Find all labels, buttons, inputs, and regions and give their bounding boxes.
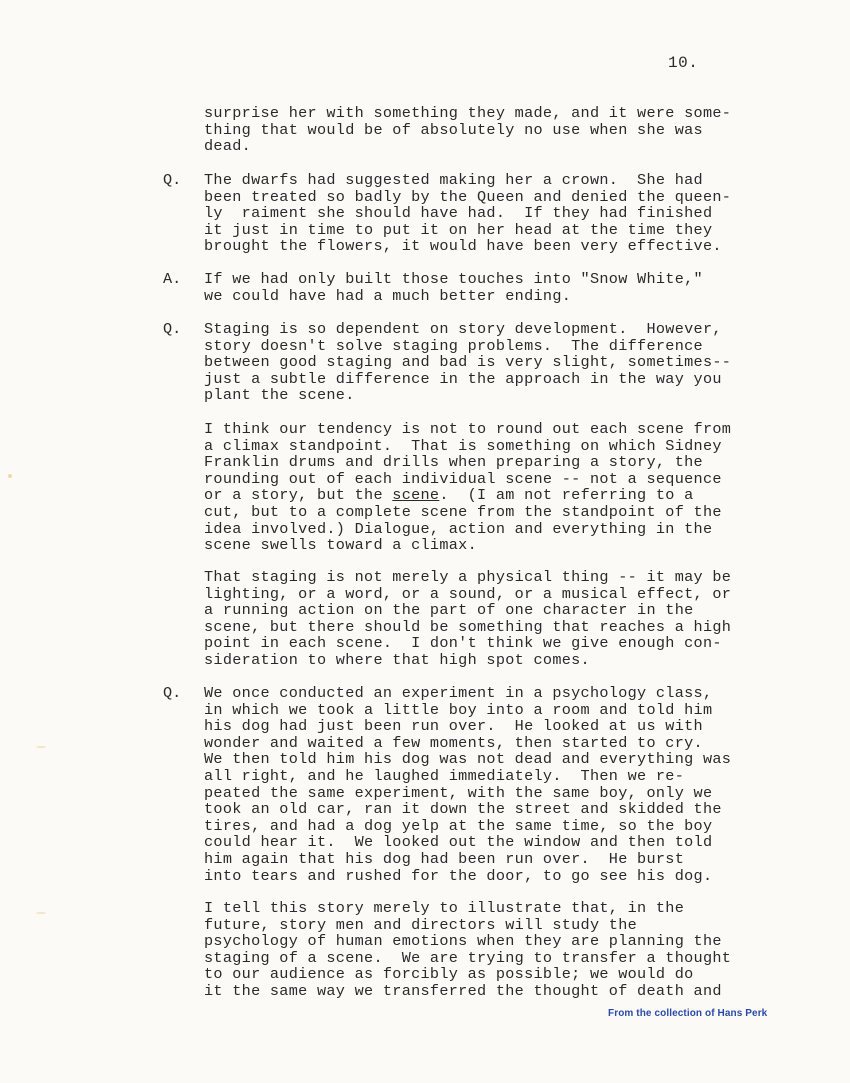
text-line: Staging is so dependent on story development. However,	[204, 320, 722, 338]
text-line: a climax standpoint. That is something on which Sidney	[204, 436, 722, 455]
text-line: psychology of human emotions when they are planning the	[204, 932, 722, 951]
paper-speck	[36, 746, 46, 748]
text-line: rounding out of each individual scene -- not a sequence	[204, 469, 722, 488]
text-line: a running action on the part of one character in the	[204, 601, 694, 620]
text-line: we could have had a much better ending.	[204, 286, 572, 305]
text-line: We then told him his dog was not dead and everything was	[204, 750, 732, 769]
text-line: wonder and waited a few moments, then started to cry.	[204, 733, 703, 752]
paragraph-answer-snow-white	[204, 271, 774, 304]
text-line: all right, and he laughed immediately. Then we re-	[204, 766, 685, 785]
text-line: story doesn't solve staging problems. The difference	[204, 336, 703, 355]
paper-speck	[36, 912, 46, 914]
paragraph-question-crown	[204, 172, 774, 255]
text-line: We once conducted an experiment in a psychology class,	[204, 684, 713, 702]
text-line: If we had only built those touches into "Snow White,"	[204, 270, 703, 288]
paragraph-illustrate	[204, 900, 774, 1000]
text-line: I think our tendency is not to round out each scene from	[204, 420, 732, 438]
paragraph-marker: A.	[163, 270, 182, 288]
paragraph-question-experiment	[204, 685, 774, 884]
paragraph-marker: Q.	[163, 171, 182, 189]
text-line: dead.	[204, 137, 252, 156]
text-line: just a subtle difference in the approach in the way you	[204, 369, 722, 388]
text-fragment: . (I am not referring to a	[439, 486, 694, 505]
text-line: scene swells toward a climax.	[204, 536, 478, 555]
paragraph-marker: Q.	[163, 320, 182, 338]
paragraph-question-staging	[204, 321, 774, 404]
text-line: brought the flowers, it would have been very effective.	[204, 237, 722, 256]
text-line: could hear it. We looked out the window and then told	[204, 833, 713, 852]
paragraph-marker: Q.	[163, 684, 182, 702]
paper-speck	[8, 474, 12, 478]
text-line: tires, and had a dog yelp at the same time, so the boy	[204, 816, 713, 835]
text-line: into tears and rushed for the door, to go see his dog.	[204, 866, 713, 885]
text-line: his dog had just been run over. He looked at us with	[204, 717, 703, 736]
text-line: been treated so badly by the Queen and denied the queen-	[204, 187, 732, 206]
text-line: surprise her with something they made, and it were some-	[204, 104, 732, 122]
text-line: thing that would be of absolutely no use when she was	[204, 120, 703, 139]
text-line: lighting, or a word, or a sound, or a musical effect, or	[204, 584, 732, 603]
text-line: idea involved.) Dialogue, action and everything in the	[204, 519, 713, 538]
text-line: in which we took a little boy into a room and told him	[204, 700, 713, 719]
text-line: I tell this story merely to illustrate that, in the	[204, 899, 685, 917]
text-fragment: or a story, but the	[204, 486, 393, 505]
underlined-word: scene	[392, 486, 440, 505]
text-line: took an old car, ran it down the street and skidded the	[204, 800, 722, 819]
text-line: to our audience as forcibly as possible; we would do	[204, 965, 694, 984]
text-line: cut, but to a complete scene from the standpoint of the	[204, 502, 722, 521]
paragraph-climax-standpoint	[204, 421, 774, 554]
text-line: future, story men and directors will study the	[204, 915, 638, 934]
text-line: ly raiment she should have had. If they had finished	[204, 204, 713, 223]
text-line: between good staging and bad is very slight, sometimes--	[204, 353, 732, 372]
text-line: That staging is not merely a physical thing -- it may be	[204, 568, 732, 586]
text-line: it just in time to put it on her head at the time they	[204, 220, 713, 239]
text-line-with-underline	[204, 487, 774, 504]
text-line: sideration to where that high spot comes.	[204, 650, 590, 669]
text-line: it the same way we transferred the thought of death and	[204, 981, 722, 1000]
text-line: Franklin drums and drills when preparing a story, the	[204, 453, 703, 472]
text-line: peated the same experiment, with the same boy, only we	[204, 783, 713, 802]
text-line: The dwarfs had suggested making her a crown. She had	[204, 171, 703, 189]
text-line: staging of a scene. We are trying to transfer a thought	[204, 948, 732, 967]
paragraph-physical-thing	[204, 569, 774, 669]
text-line: plant the scene.	[204, 386, 355, 405]
text-line: scene, but there should be something that reaches a high	[204, 617, 732, 636]
text-line: him again that his dog had been run over. He burst	[204, 849, 685, 868]
collection-credit: From the collection of Hans Perk	[608, 1008, 768, 1019]
paragraph-continuation	[204, 105, 774, 155]
text-line: point in each scene. I don't think we give enough con-	[204, 634, 722, 653]
page-number: 10.	[668, 54, 699, 72]
